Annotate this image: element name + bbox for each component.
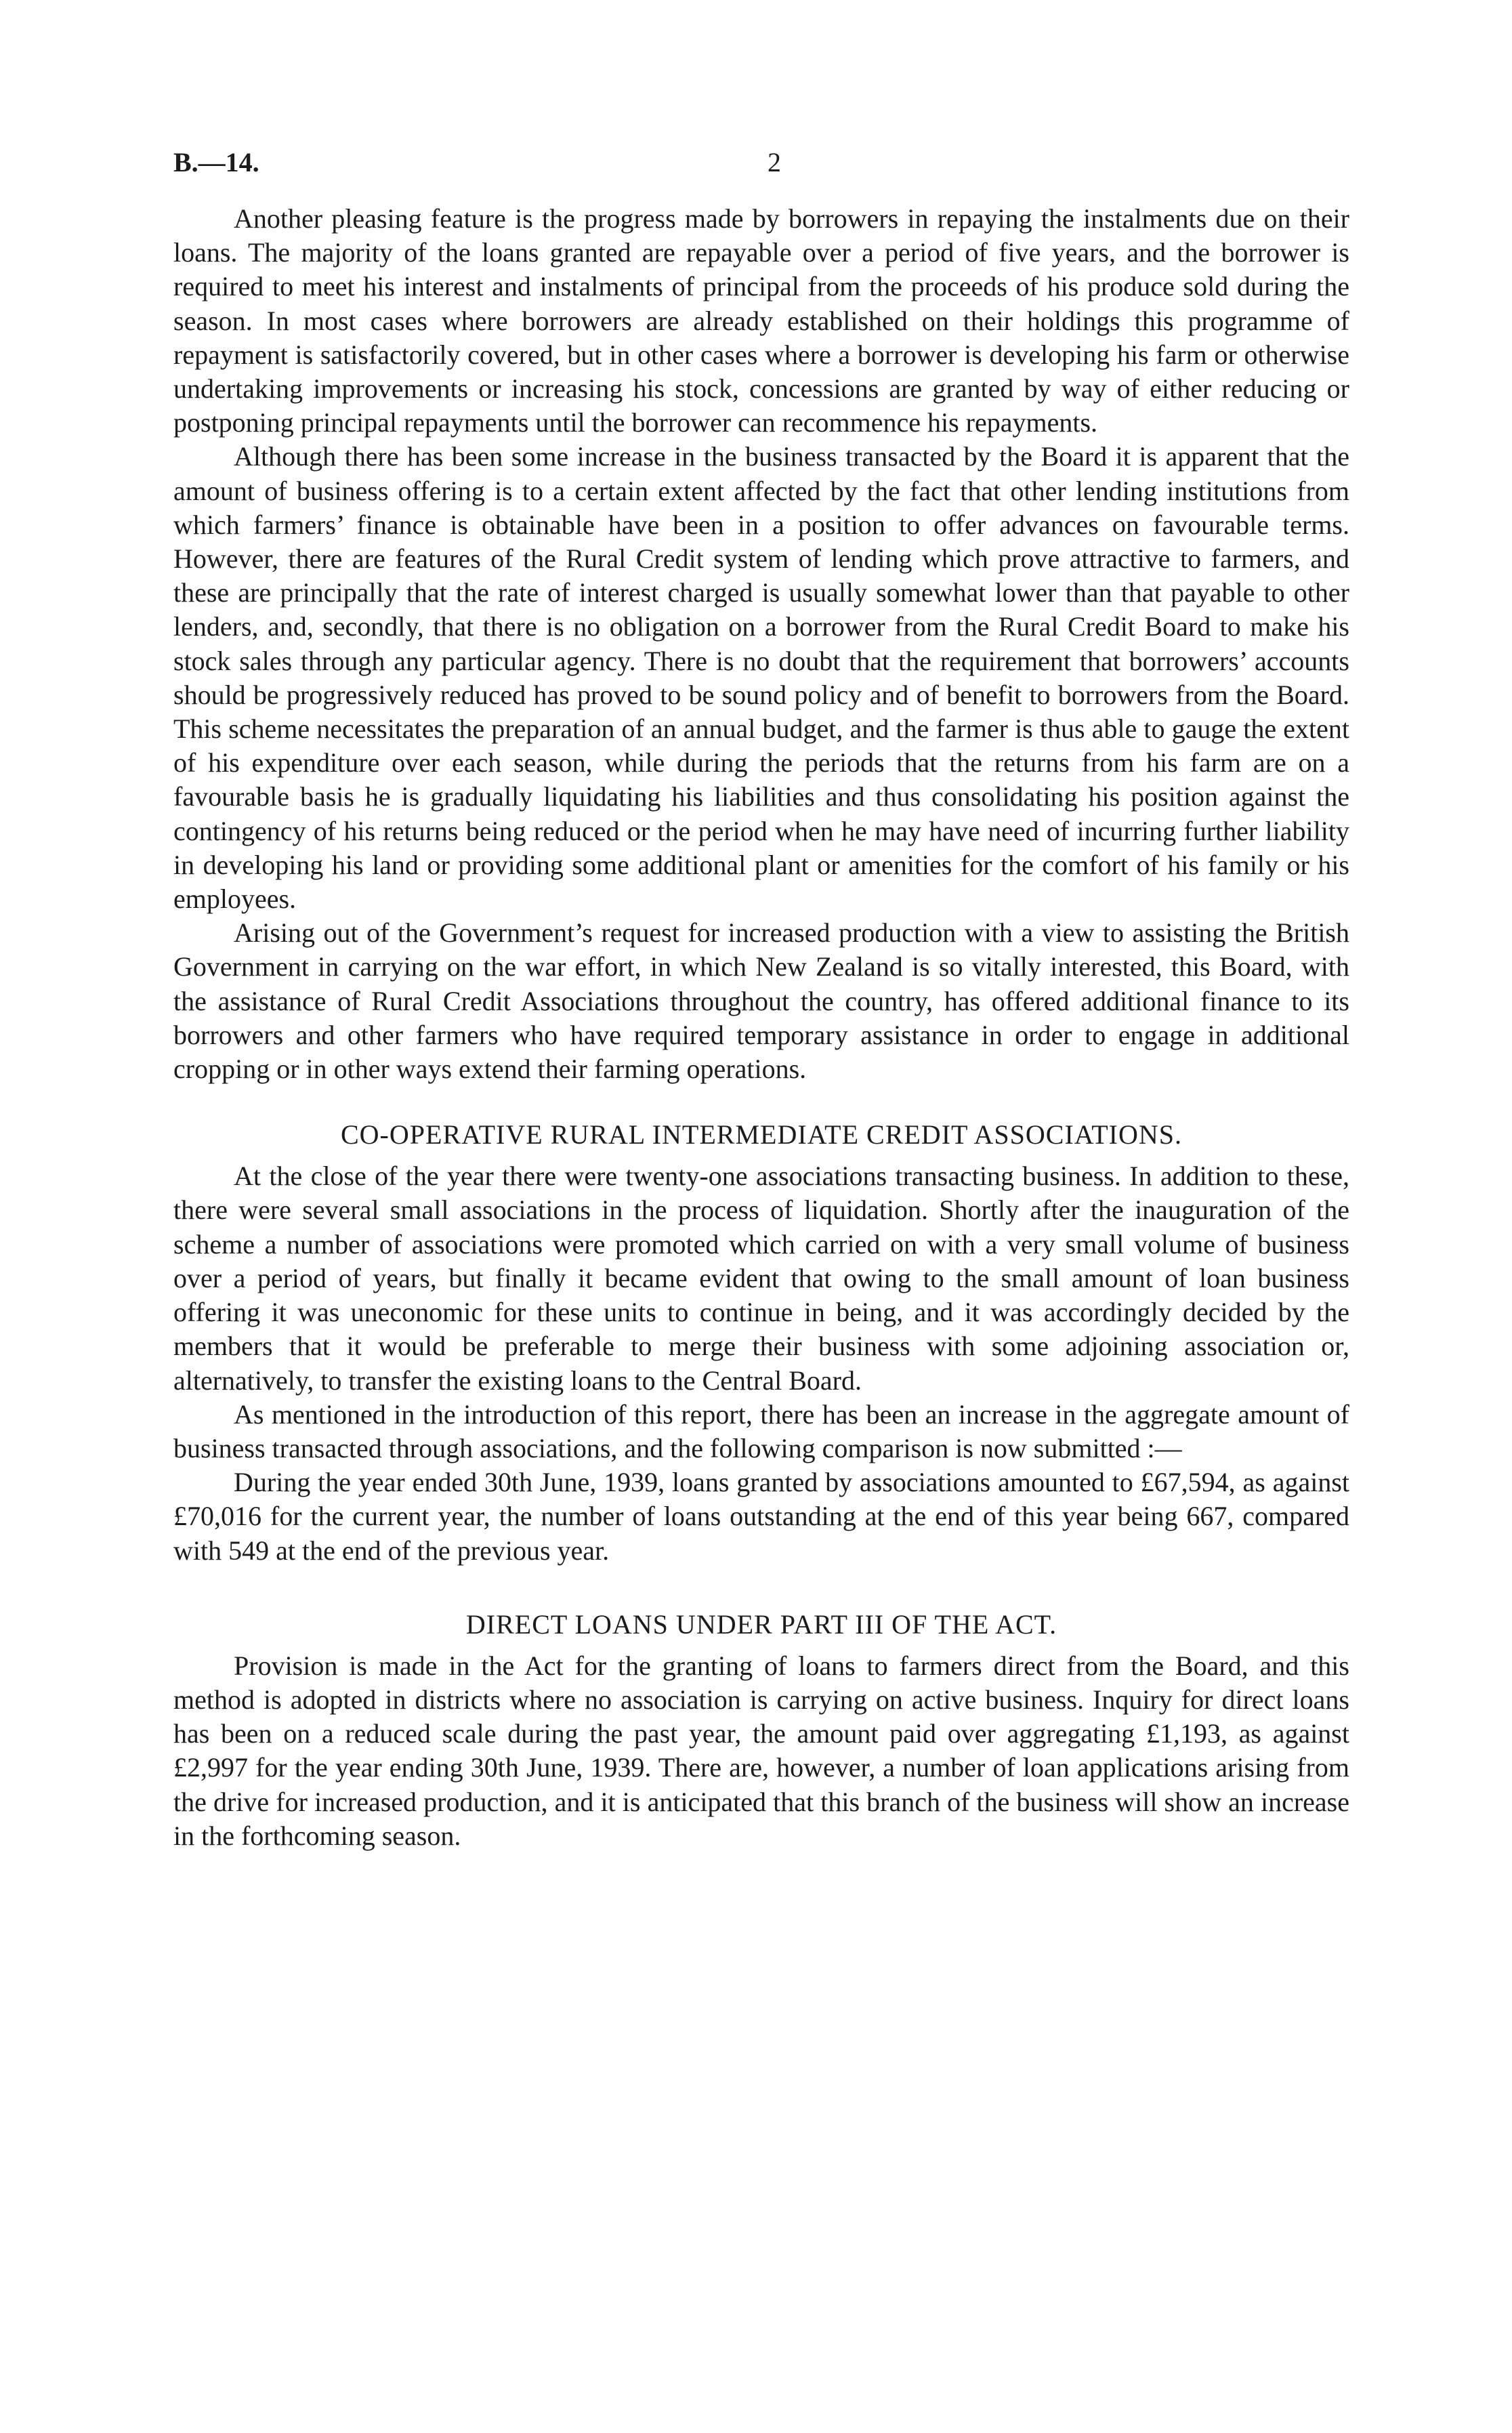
paragraph-borrower-progress: Another pleasing feature is the progress made by borrowers in repaying the instalments due on their loans. The majority of the loans granted are repayable over a period of five years, and the borrower is required to meet his interest and instalments of principal from the proceeds of his produce sold during the season. In most cases where borrowers are already established on their holdings this programme of repayment is satisfactorily covered, but in other cases where a borrower is developing his farm or otherwise undertaking improvements or increasing his stock, concessions are granted by way of either reducing or postponing principal repayments until the borrower can recommence his repayments. <box>173 203 1349 438</box>
paragraph-comparison: During the year ended 30th June, 1939, loans granted by associations amounted to £67,594, as against £70,016 for the current year, the number of loans outstanding at the end of this year being 667, compared with 549 at the end of the previous year. <box>173 1467 1349 1566</box>
section-heading-cooperative: CO-OPERATIVE RURAL INTERMEDIATE CREDIT ASSOCIATIONS. <box>340 1119 1183 1150</box>
paragraph-war-effort: Arising out of the Government’s request for increased production with a view to assisting the British Government in carrying on the war effort, in which New Zealand is so vitally interested, this Board, with the assistance of Rural Credit Associations throughout the country, has offered additional finance to its borrowers and other farmers who have required temporary assistance in order to engage in additional cropping or in other ways extend their farming operations. <box>173 917 1349 1085</box>
document-page <box>173 146 1349 1853</box>
paragraph-associations: At the close of the year there were twenty-one associations transacting business. In addition to these, there were several small associations in the process of liquidation. Shortly after the inauguration of the scheme a number of associations were promoted which carried on with a very small volume of business over a period of years, but finally it became evident that owing to the small amount of loan business offering it was uneconomic for these units to continue in being, and it was accordingly decided by the members that it would be preferable to merge their business with some adjoining association or, alternatively, to transfer the existing loans to the Central Board. <box>173 1161 1349 1396</box>
paragraph-comparison-intro: As mentioned in the introduction of this report, there has been an increase in the aggregate amount of business transacted through associations, and the following comparison is now submitted :— <box>173 1398 1349 1463</box>
document-reference: B.—14. <box>173 147 259 178</box>
page-number: 2 <box>768 147 781 178</box>
paragraph-direct-loans: Provision is made in the Act for the granting of loans to farmers direct from the Board, and this method is adopted in districts where no association is carrying on active business. Inquiry for direct loans has been on a reduced scale during the past year, the amount paid over aggregating £1,193, as against £2,997 for the year ending 30th June, 1939. There are, however, a number of loan applications arising from the drive for increased production, and it is anticipated that this branch of the business will show an increase in the forthcoming season. <box>173 1650 1349 1851</box>
running-header <box>173 146 1349 187</box>
section-heading-direct-loans: DIRECT LOANS UNDER PART III OF THE ACT. <box>465 1608 1057 1640</box>
paragraph-business-increase: Although there has been some increase in the business transacted by the Board it is apparent that the amount of business offering is to a certain extent affected by the fact that other lending institutions from which farmers’ finance is obtainable have been in a position to offer advances on favourable terms. However, there are features of the Rural Credit system of lending which prove attractive to farmers, and these are principally that the rate of interest charged is usually somewhat lower than that payable to other lenders, and, secondly, that there is no obligation on a borrower from the Rural Credit Board to make his stock sales through any particular agency. There is no doubt that the requirement that borrowers’ accounts should be progressively reduced has proved to be sound policy and of benefit to borrowers from the Board. This scheme necessitates the preparation of an annual budget, and the farmer is thus able to gauge the extent of his expenditure over each season, while during the periods that the returns from his farm are on a favourable basis he is gradually liquidating his liabilities and thus consolidating his position against the contingency of his returns being reduced or the period when he may have need of incurring further liability in developing his land or providing some additional plant or amenities for the comfort of his family or his employees. <box>173 441 1349 915</box>
